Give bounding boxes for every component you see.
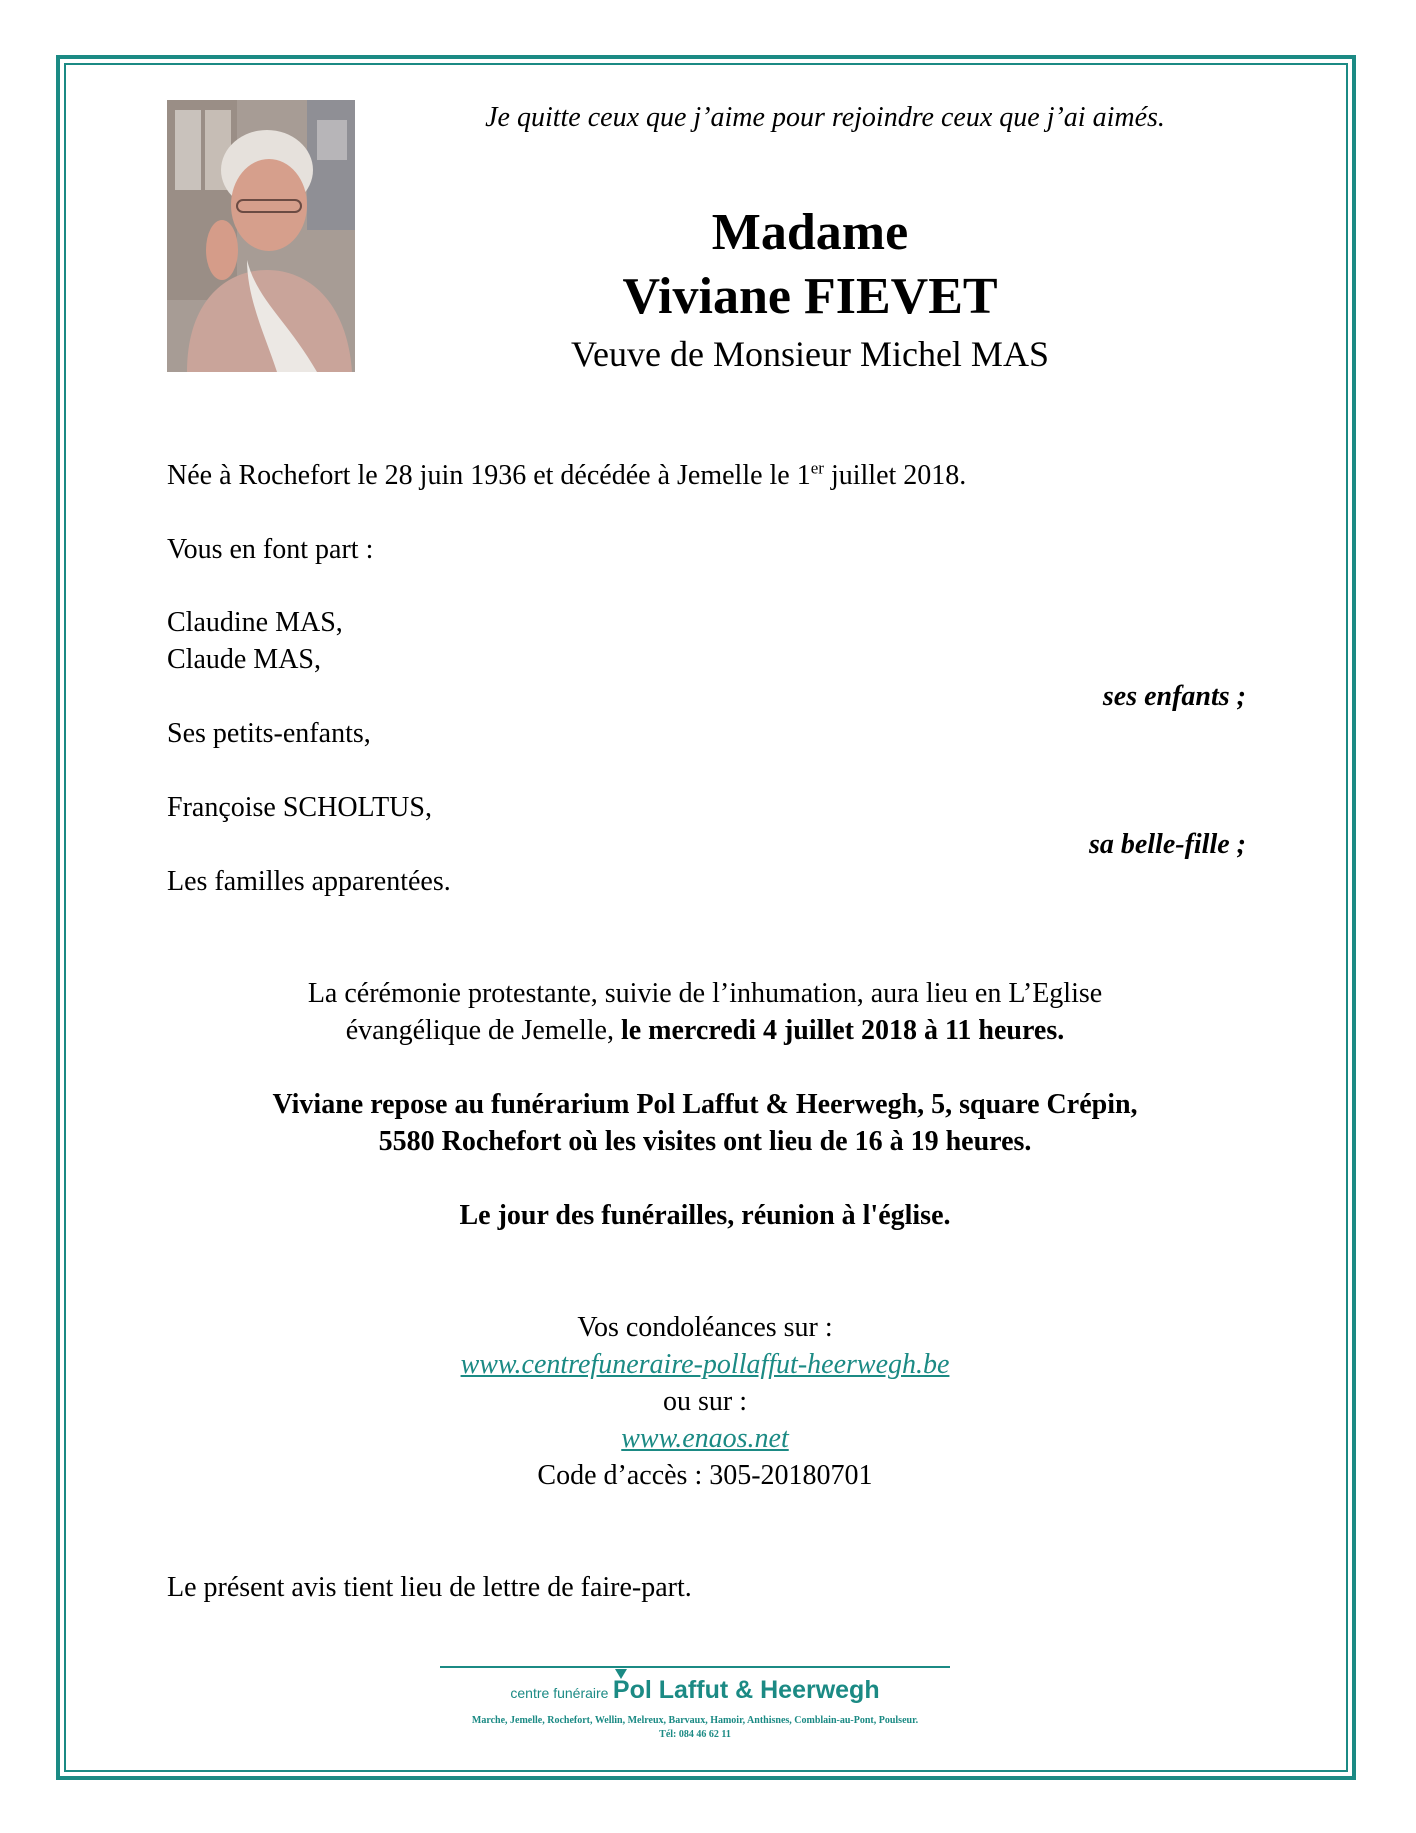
children-role: ses enfants ; bbox=[1102, 681, 1246, 712]
footer-towns: Marche, Jemelle, Rochefort, Wellin, Melreux, Barvaux, Hamoir, Anthisnes, Comblain-au-Pont, Poulseur. bbox=[471, 1715, 919, 1726]
daughter-in-law-role: sa belle-fille ; bbox=[1088, 829, 1246, 860]
condolences-link-1[interactable]: www.centrefuneraire-pollaffut-heerwegh.be bbox=[460, 1349, 950, 1380]
portrait-photo bbox=[167, 100, 355, 372]
footer-phone: Tél: 084 46 62 11 bbox=[659, 1729, 731, 1740]
rest-line-1: Viviane repose au funérarium Pol Laffut & Heerwegh, 5, square Crépin, bbox=[272, 1089, 1138, 1120]
condolences-link-2-wrap bbox=[140, 1421, 1270, 1457]
footer-divider bbox=[440, 1666, 950, 1668]
ceremony-line-1: La cérémonie protestante, suivie de l’inhumation, aura lieu en L’Eglise bbox=[307, 978, 1103, 1009]
widow-line: Veuve de Monsieur Michel MAS bbox=[571, 334, 1049, 374]
ceremony-date: le mercredi 4 juillet 2018 à 11 heures. bbox=[620, 1015, 1065, 1046]
notice-line: Le présent avis tient lieu de lettre de faire-part. bbox=[167, 1572, 692, 1603]
condolences-or: ou sur : bbox=[663, 1386, 747, 1417]
ceremony-line-2 bbox=[140, 1013, 1270, 1049]
birth-superscript: er bbox=[810, 458, 824, 478]
honorific: Madame bbox=[711, 204, 909, 261]
deceased-name: Viviane FIEVET bbox=[622, 268, 998, 325]
brand-small: centre funéraire bbox=[510, 1685, 609, 1701]
quote: Je quitte ceux que j’aime pour rejoindre ceux que j’ai aimés. bbox=[485, 102, 1165, 133]
meeting-line: Le jour des funérailles, réunion à l'église. bbox=[459, 1200, 951, 1231]
ceremony-place: évangélique de Jemelle, bbox=[345, 1015, 621, 1046]
relatives: Les familles apparentées. bbox=[167, 866, 451, 897]
announce-intro: Vous en font part : bbox=[167, 534, 374, 565]
condolences-link-2[interactable]: www.enaos.net bbox=[621, 1423, 789, 1454]
birth-death-line bbox=[167, 458, 966, 494]
family-child-2: Claude MAS, bbox=[167, 644, 321, 675]
family-child-1: Claudine MAS, bbox=[167, 607, 343, 638]
access-code: Code d’accès : 305-20180701 bbox=[537, 1460, 873, 1491]
rest-line-2: 5580 Rochefort où les visites ont lieu de 16 à 19 heures. bbox=[378, 1126, 1032, 1157]
birth-text-2: juillet 2018. bbox=[823, 460, 967, 491]
condolences-intro: Vos condoléances sur : bbox=[577, 1312, 833, 1343]
brand-name: Pol Laffut & Heerwegh bbox=[612, 1676, 880, 1704]
footer-logo bbox=[440, 1676, 950, 1705]
daughter-in-law: Françoise SCHOLTUS, bbox=[167, 792, 432, 823]
grandchildren: Ses petits-enfants, bbox=[167, 718, 371, 749]
birth-text-1: Née à Rochefort le 28 juin 1936 et décédée à Jemelle le 1 bbox=[167, 460, 811, 491]
condolences-link-1-wrap bbox=[140, 1347, 1270, 1383]
